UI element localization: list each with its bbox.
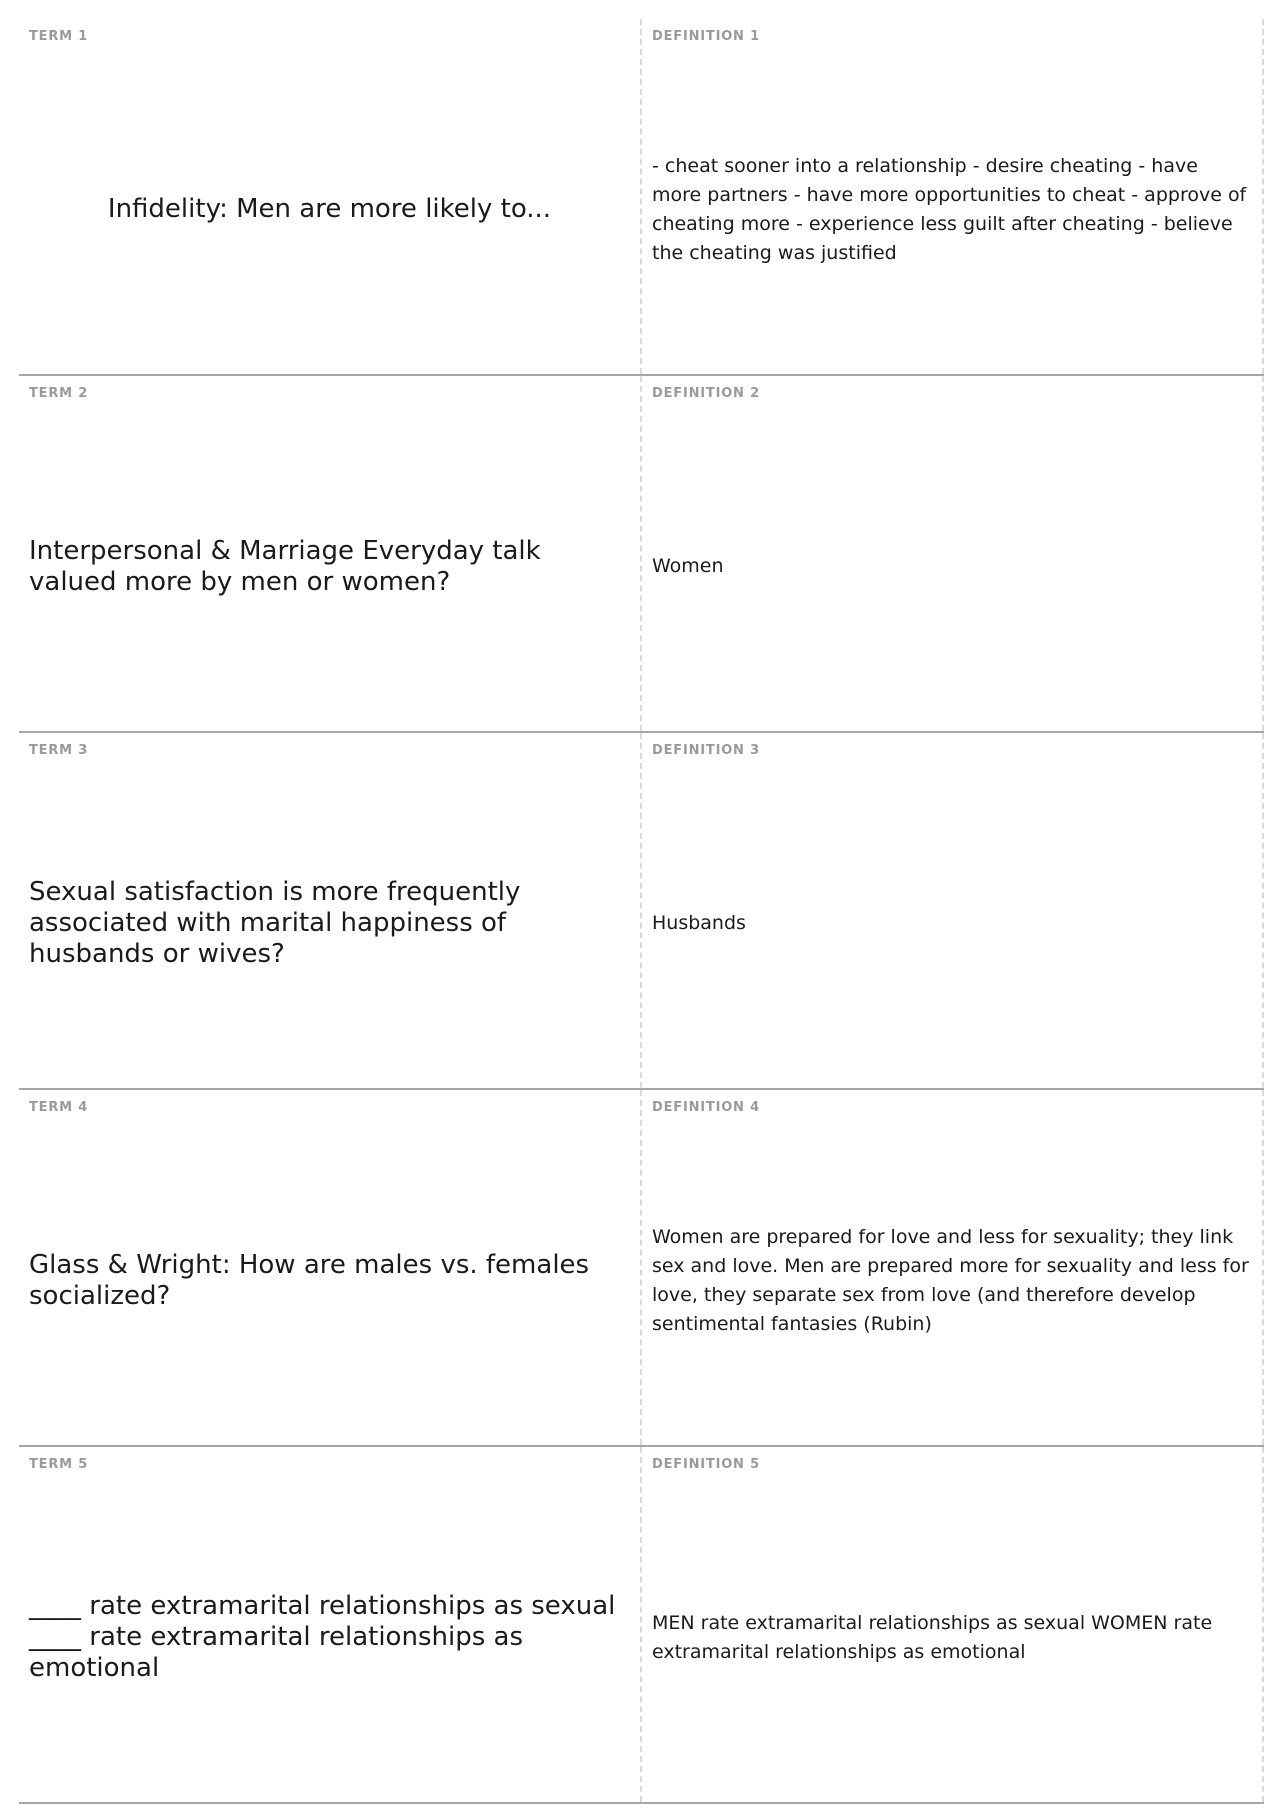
definition-cell xyxy=(642,1447,1264,1802)
definition-label: DEFINITION 2 xyxy=(652,386,760,401)
definition-cell xyxy=(642,376,1264,731)
definition-content xyxy=(652,412,1252,721)
card-row xyxy=(19,1447,1264,1804)
term-text: Glass & Wright: How are males vs. females socialized? xyxy=(29,1249,598,1311)
card-row xyxy=(19,733,1264,1090)
definition-content xyxy=(652,769,1252,1078)
term-label: TERM 1 xyxy=(29,29,89,44)
term-cell xyxy=(19,19,642,374)
term-content xyxy=(29,1126,630,1435)
term-label: TERM 5 xyxy=(29,1457,89,1472)
definition-text: Women are prepared for love and less for sexuality; they link sex and love. Men are prepared more for sexuality and less for love, they separate sex from love (and therefore develop sentimental fantasies (Rubin) xyxy=(652,1225,1255,1335)
definition-label: DEFINITION 5 xyxy=(652,1457,760,1472)
card-row xyxy=(19,19,1264,376)
card-row xyxy=(19,376,1264,733)
definition-label: DEFINITION 1 xyxy=(652,29,760,44)
term-label: TERM 2 xyxy=(29,386,89,401)
term-cell xyxy=(19,376,642,731)
term-content xyxy=(29,769,630,1078)
definition-content xyxy=(652,1483,1252,1792)
term-content xyxy=(29,412,630,721)
term-label: TERM 3 xyxy=(29,743,89,758)
definition-content xyxy=(652,55,1252,364)
flashcard-sheet xyxy=(19,19,1264,1804)
term-content xyxy=(29,1483,630,1792)
term-cell xyxy=(19,733,642,1088)
term-content xyxy=(29,55,630,364)
definition-text: Women xyxy=(652,555,724,577)
definition-cell xyxy=(642,19,1264,374)
term-text: Sexual satisfaction is more frequently associated with marital happiness of husbands or wives? xyxy=(29,877,529,969)
definition-text: Husbands xyxy=(652,912,746,934)
definition-label: DEFINITION 3 xyxy=(652,743,760,758)
definition-cell xyxy=(642,1090,1264,1445)
term-text: Interpersonal & Marriage Everyday talk valued more by men or women? xyxy=(29,535,549,597)
definition-text: MEN rate extramarital relationships as sexual WOMEN rate extramarital relationships as emotional xyxy=(652,1611,1219,1663)
term-text: ____ rate extramarital relationships as sexual ____ rate extramarital relationships as emotional xyxy=(29,1591,624,1683)
definition-content xyxy=(652,1126,1255,1435)
term-cell xyxy=(19,1090,642,1445)
term-cell xyxy=(19,1447,642,1802)
definition-text: - cheat sooner into a relationship - desire cheating - have more partners - have more opportunities to cheat - approve of cheating more - experience less guilt after cheating - believe the cheating was justified xyxy=(652,154,1253,264)
term-label: TERM 4 xyxy=(29,1100,89,1115)
definition-label: DEFINITION 4 xyxy=(652,1100,760,1115)
term-text: Infidelity: Men are more likely to... xyxy=(107,194,552,224)
card-row xyxy=(19,1090,1264,1447)
definition-cell xyxy=(642,733,1264,1088)
